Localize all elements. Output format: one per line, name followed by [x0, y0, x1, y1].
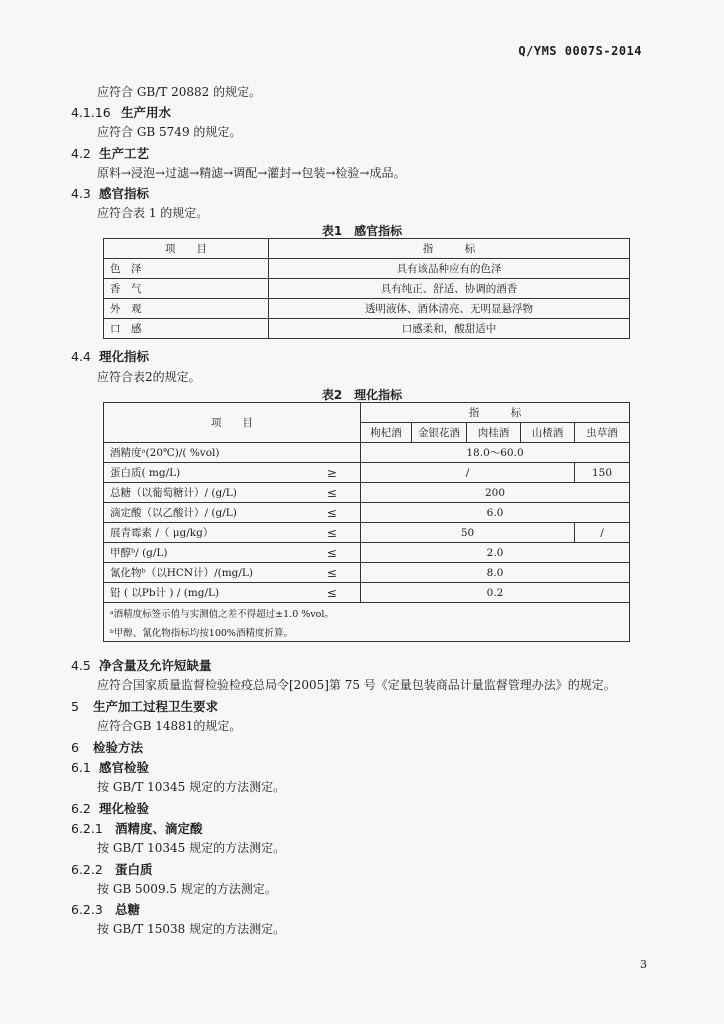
- section-heading: 6.2.1 酒精度、滴定酸: [71, 821, 203, 836]
- table-cell: 氰化物ᵇ（以HCN计）/(mg/L): [104, 563, 304, 583]
- table-row: [104, 259, 630, 279]
- table-cell: 50: [361, 523, 575, 543]
- table-row: [104, 319, 630, 339]
- text-line: 应符合表2的规定。: [97, 370, 201, 384]
- text-line: 原料→浸泡→过滤→精滤→调配→灌封→包装→检验→成品。: [97, 166, 406, 180]
- text-line: 应符合GB 14881的规定。: [97, 719, 242, 733]
- table-footnote: ᵇ甲醇、氰化物指标均按100%酒精度折算。: [104, 622, 630, 642]
- table-cell: 香 气: [104, 279, 269, 299]
- table-cell: ≥: [304, 463, 361, 483]
- table-cell: 6.0: [361, 503, 630, 523]
- table-row: [104, 503, 630, 523]
- text-line: 按 GB/T 10345 规定的方法测定。: [97, 841, 286, 855]
- section-heading: 4.4 理化指标: [71, 349, 150, 364]
- table-cell: ≤: [304, 523, 361, 543]
- table-cell: 口感柔和，酸甜适中: [269, 319, 630, 339]
- product-header: 山楂酒: [521, 423, 575, 443]
- table-row: [104, 403, 630, 423]
- document-code: Q/YMS 0007S-2014: [518, 44, 642, 58]
- table-cell: 18.0～60.0: [361, 443, 630, 463]
- table-cell: [304, 443, 361, 463]
- section-heading: 4.1.16 生产用水: [71, 105, 172, 120]
- table-footnote: ᵃ酒精度标签示值与实测值之差不得超过±1.0 %vol。: [104, 603, 630, 623]
- table-row: [104, 563, 630, 583]
- physicochemical-table: [103, 402, 630, 642]
- table-cell: 酒精度ᵃ(20℃)/( %vol): [104, 443, 304, 463]
- table-row: [104, 543, 630, 563]
- table-row: [104, 299, 630, 319]
- table-row: [104, 603, 630, 623]
- text-line: 按 GB/T 15038 规定的方法测定。: [97, 922, 286, 936]
- table-header-cell: 项 目: [104, 403, 361, 443]
- table-caption: 表1 感官指标: [321, 224, 403, 238]
- table-row: [104, 443, 630, 463]
- table-row: [104, 523, 630, 543]
- table-cell: 2.0: [361, 543, 630, 563]
- table-cell: ≤: [304, 483, 361, 503]
- section-heading: 6.2.2 蛋白质: [71, 862, 153, 877]
- table-cell: ≤: [304, 583, 361, 603]
- table-header-cell: 项 目: [104, 239, 269, 259]
- table-cell: 甲醇ᵇ/ (g/L): [104, 543, 304, 563]
- text-line: 应符合 GB 5749 的规定。: [97, 125, 242, 139]
- product-header: 枸杞酒: [361, 423, 412, 443]
- table-cell: 外 观: [104, 299, 269, 319]
- table-cell: 具有纯正、舒适、协调的酒香: [269, 279, 630, 299]
- text-line: 应符合国家质量监督检验检疫总局令[2005]第 75 号《定量包装商品计量监督管理办法》的规定。: [97, 678, 616, 692]
- table-header-cell: 指 标: [361, 403, 630, 423]
- table-caption: 表2 理化指标: [321, 388, 403, 402]
- section-heading: 6.1 感官检验: [71, 760, 150, 775]
- text-line: 按 GB 5009.5 规定的方法测定。: [97, 882, 277, 896]
- table-row: [104, 239, 630, 259]
- section-heading: 4.2 生产工艺: [71, 146, 150, 161]
- product-header: 虫草酒: [575, 423, 630, 443]
- table-cell: ≤: [304, 563, 361, 583]
- table-cell: 透明液体、酒体清亮、无明显悬浮物: [269, 299, 630, 319]
- table-cell: 0.2: [361, 583, 630, 603]
- table-cell: 总糖（以葡萄糖计）/ (g/L): [104, 483, 304, 503]
- table-cell: 150: [575, 463, 630, 483]
- table-header-cell: 指 标: [269, 239, 630, 259]
- table-row: [104, 463, 630, 483]
- table-cell: ≤: [304, 543, 361, 563]
- product-header: 肉桂酒: [467, 423, 521, 443]
- table-cell: 200: [361, 483, 630, 503]
- section-heading: 4.5 净含量及允许短缺量: [71, 658, 212, 673]
- table-cell: 8.0: [361, 563, 630, 583]
- text-line: 应符合表 1 的规定。: [97, 206, 209, 220]
- text-line: 按 GB/T 10345 规定的方法测定。: [97, 780, 286, 794]
- section-heading: 6.2 理化检验: [71, 801, 150, 816]
- table-cell: 滴定酸（以乙酸计）/ (g/L): [104, 503, 304, 523]
- table-cell: 口 感: [104, 319, 269, 339]
- table-cell: /: [361, 463, 575, 483]
- table-cell: 色 泽: [104, 259, 269, 279]
- page-number: 3: [640, 958, 647, 971]
- table-cell: 铅 ( 以Pb计 ) / (mg/L): [104, 583, 304, 603]
- product-header: 金银花酒: [412, 423, 467, 443]
- table-row: [104, 583, 630, 603]
- table-cell: 蛋白质( mg/L): [104, 463, 304, 483]
- section-heading: 5 生产加工过程卫生要求: [71, 699, 219, 714]
- table-row: [104, 622, 630, 642]
- table-cell: /: [575, 523, 630, 543]
- sensory-table: [103, 238, 630, 339]
- table-cell: ≤: [304, 503, 361, 523]
- section-heading: 6.2.3 总糖: [71, 902, 141, 917]
- table-cell: 具有该品种应有的色泽: [269, 259, 630, 279]
- table-row: [104, 483, 630, 503]
- section-heading: 4.3 感官指标: [71, 186, 150, 201]
- section-heading: 6 检验方法: [71, 740, 144, 755]
- table-row: [104, 279, 630, 299]
- text-line: 应符合 GB/T 20882 的规定。: [97, 85, 262, 99]
- table-cell: 展青霉素 /（ μg/kg）: [104, 523, 304, 543]
